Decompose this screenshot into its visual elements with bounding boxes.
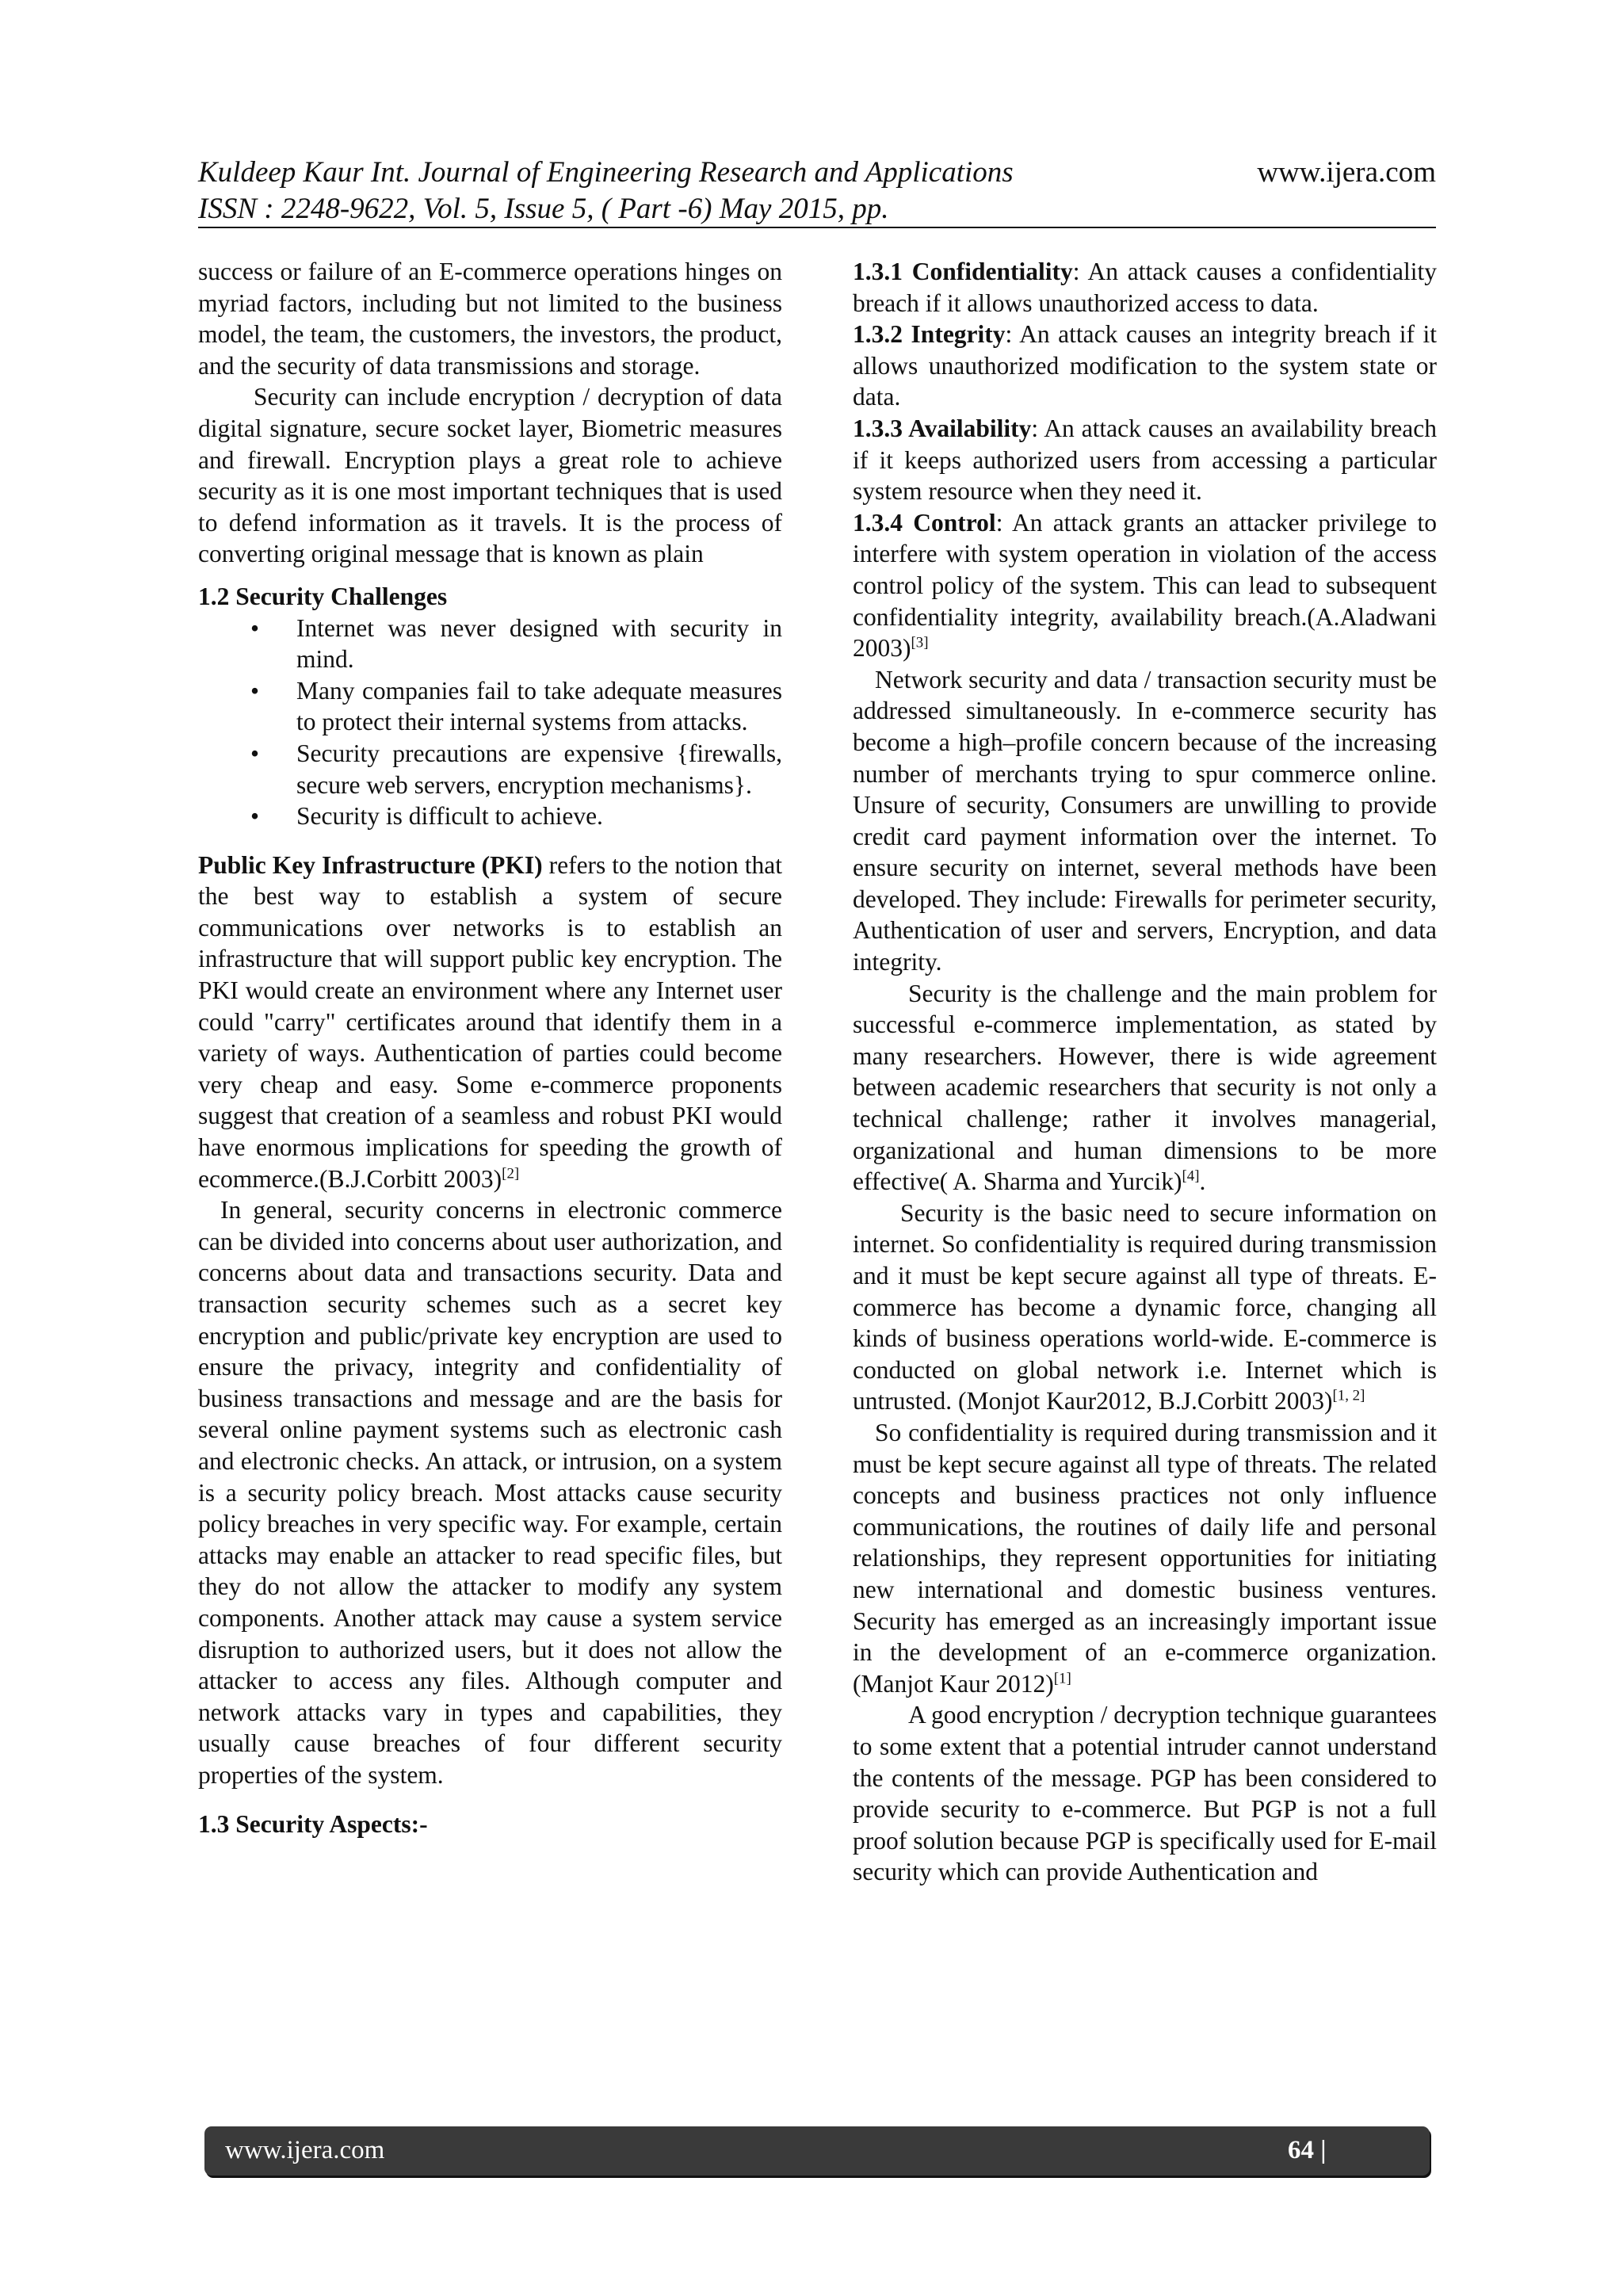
- confidentiality-text: : An attack causes a confidentiality breach if it allows unauthorized access to data.: [853, 258, 1437, 317]
- paragraph-control: [853, 507, 1437, 664]
- challenges-list: [198, 613, 782, 832]
- term-confidentiality: 1.3.1 Confidentiality: [853, 258, 1073, 285]
- footer-website-link[interactable]: www.ijera.com: [225, 2136, 385, 2164]
- integrity-text: : An attack causes an integrity breach if it allows unauthorized modification to the system state or data.: [853, 320, 1437, 411]
- paragraph-general-concerns: In general, security concerns in electronic commerce can be divided into concerns about user authorization, and concerns about data and transactions security. Data and transaction security schemes such as a secret key encryption and public/private key encryption are used to ensure the privacy, integrity and confidentiality of business transactions and message and are the basis for several online payment systems such as electronic cash and electronic checks. An attack, or intrusion, on a system is a security policy breach. Most attacks cause security policy breaches in very specific way. For example, certain attacks may enable an attacker to read specific files, but they do not allow the attacker to modify any system components. Another attack may cause a system service disruption to authorized users, but it does not allow the attacker to access any files. Although computer and network attacks vary in types and capabilities, they usually cause breaches of four different security properties of the system.: [198, 1196, 782, 1789]
- list-item: • Internet was never designed with security in mind.: [296, 613, 782, 675]
- paragraph-security-challenge: [853, 978, 1437, 1198]
- citation-ref: [1]: [1053, 1670, 1071, 1687]
- term-integrity: 1.3.2 Integrity: [853, 320, 1006, 349]
- paragraph-confidentiality-required: [853, 1417, 1437, 1699]
- period: .: [1199, 1167, 1206, 1196]
- citation-ref: [2]: [502, 1165, 520, 1182]
- header-rule: [198, 227, 1436, 228]
- availability-text: : An attack causes an availability breach if it keeps authorized users from accessing a particular system resource when they need it.: [853, 414, 1437, 506]
- pki-text: refers to the notion that the best way to establish a system of secure communications over networks is to establish an infrastructure that will support public key encryption. The PKI would create an environment where any Internet user could "carry" certificates around that identify them in a variety of ways. Authentication of parties could become very cheap and easy. Some e-commerce proponents suggest that creation of a seamless and robust PKI would have enormous implications for speeding the growth of ecommerce.(B.J.Corbitt 2003): [198, 850, 783, 1193]
- confidentiality-required-text: So confidentiality is required during transmission and it must be kept secure against all type of threats. The related concepts and business practices not only influence communications, the routines of daily life and personal relationships, they represent opportunities for initiating new international and domestic business ventures. Security has emerged as an increasingly important issue in the development of an e-commerce organization. (Manjot Kaur 2012): [853, 1418, 1437, 1698]
- paragraph-pki: [198, 850, 782, 1195]
- heading-security-challenges: 1.2 Security Challenges: [198, 582, 448, 610]
- right-column: [853, 256, 1437, 1888]
- list-item: • Security precautions are expensive {firewalls, secure web servers, encryption mechanisms}.: [296, 738, 782, 800]
- list-item: • Security is difficult to achieve.: [296, 800, 782, 832]
- paragraph-good-encryption: A good encryption / decryption technique guarantees to some extent that a potential intruder cannot understand the contents of the message. PGP has been considered to provide security to e-commerce. But PGP is not a full proof solution because PGP is specifically used for E-mail security which can provide Authentication and: [853, 1701, 1437, 1886]
- issn-line: ISSN : 2248-9622, Vol. 5, Issue 5, ( Part -6) May 2015, pp.: [198, 193, 889, 225]
- left-column: [198, 256, 782, 1839]
- pki-term: Public Key Infrastructure (PKI): [198, 850, 543, 879]
- paragraph-confidentiality: [853, 256, 1437, 319]
- journal-website-link[interactable]: www.ijera.com: [1257, 156, 1436, 189]
- paragraph-success: success or failure of an E-commerce operations hinges on myriad factors, including but not limited to the business model, the team, the customers, the investors, the product, and the security of data transmissions and storage.: [198, 258, 782, 380]
- page-footer: [204, 2126, 1430, 2176]
- paragraph-network-security: Network security and data / transaction security must be addressed simultaneously. In e-commerce security has become a high–profile concern because of the increasing number of merchants trying to spur commerce online. Unsure of security, Consumers are unwilling to provide credit card payment information over the internet. To ensure security on internet, several methods have been developed. They include: Firewalls for perimeter security, Authentication of user and servers, Encryption, and data integrity.: [853, 665, 1437, 976]
- heading-security-aspects: 1.3 Security Aspects:-: [198, 1809, 428, 1838]
- control-text: : An attack grants an attacker privilege to interfere with system operation in violation of the access control policy of the system. This can lead to subsequent confidentiality integrity, availability breach.(A.Aladwani 2003): [853, 508, 1437, 663]
- basic-need-text: Security is the basic need to secure information on internet. So confidentiality is required during transmission and it must be kept secure against all type of threats. E-commerce has become a dynamic force, changing all kinds of business operations world-wide. E-commerce is conducted on global network i.e. Internet which is untrusted. (Monjot Kaur2012, B.J.Corbitt 2003): [853, 1198, 1437, 1415]
- paragraph-integrity: [853, 319, 1437, 413]
- term-control: 1.3.4 Control: [853, 508, 996, 537]
- journal-citation-line: Kuldeep Kaur Int. Journal of Engineering Research and Applications: [198, 156, 1014, 189]
- paragraph-availability: [853, 413, 1437, 507]
- citation-ref: [3]: [911, 634, 929, 651]
- term-availability: 1.3.3 Availability: [853, 414, 1032, 442]
- citation-ref: [1, 2]: [1332, 1387, 1365, 1404]
- paragraph-basic-need: [853, 1198, 1437, 1417]
- paragraph-security-encryption: Security can include encryption / decryption of data digital signature, secure socket layer, Biometric measures and firewall. Encryption plays a great role to achieve security as it is one most important techniques that is used to defend information as it travels. It is the process of converting original message that is known as plain: [198, 383, 782, 568]
- citation-ref: [4]: [1182, 1167, 1200, 1185]
- page-number: 64 |: [1288, 2136, 1327, 2164]
- security-challenge-text: Security is the challenge and the main problem for successful e-commerce implementation, as stated by many researchers. However, there is wide agreement between academic researchers that security is not only a technical challenge; rather it involves managerial, organizational and human dimensions to be more effective( A. Sharma and Yurcik): [853, 979, 1437, 1196]
- list-item: • Many companies fail to take adequate measures to protect their internal systems from attacks.: [296, 675, 782, 738]
- running-header: [198, 155, 1436, 227]
